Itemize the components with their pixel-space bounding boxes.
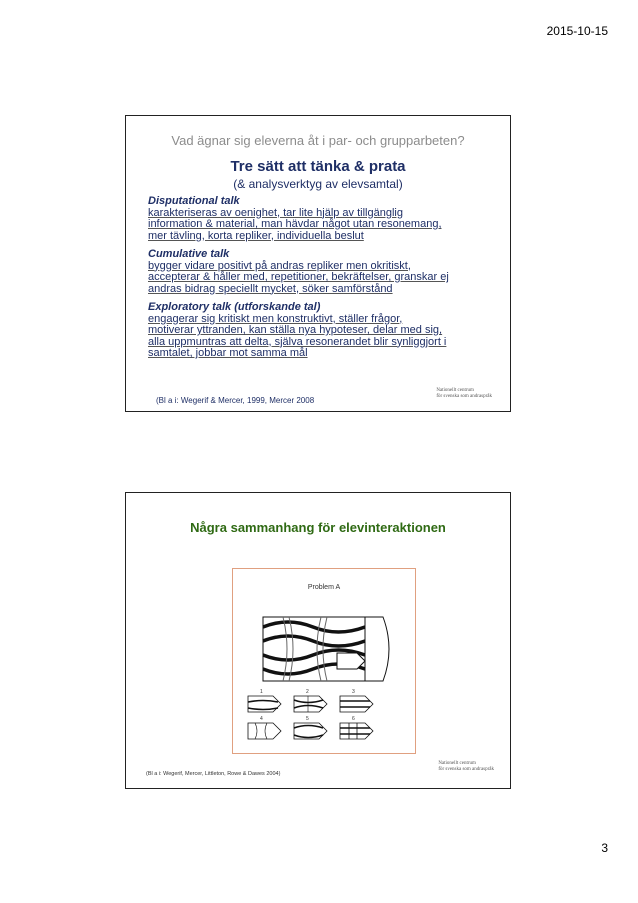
text-line: andras bidrag speciellt mycket, söker samförstånd: [148, 282, 393, 295]
footer-line: för svenska som andraspråk: [438, 767, 494, 772]
text-line: information & material, man hävdar något utan resonemang,: [148, 218, 442, 230]
footer-line: Nationellt centrum: [438, 761, 476, 766]
slide-reference: (Bl a i: Wegerif, Mercer, Littleton, Rowe & Dawes 2004): [146, 771, 281, 777]
section-heading-exploratory: Exploratory talk (utforskande tal): [148, 301, 321, 313]
option-number: 6: [352, 716, 355, 722]
problem-figure: [232, 568, 416, 754]
slide-footer-logo: [436, 388, 492, 400]
footer-line: för svenska som andraspråk: [436, 394, 492, 399]
text-line: alla uppmuntras att delta, själva resonerandet blir synliggjort i: [148, 335, 447, 348]
slide-three-ways-of-talk: [125, 115, 511, 412]
section-text-disputational: [148, 208, 493, 243]
answer-options: [248, 689, 373, 739]
slide-title: Några sammanhang för elevinteraktionen: [190, 520, 446, 535]
text-line: mer tävling, korta repliker, individuella beslut: [148, 229, 364, 242]
section-heading-disputational: Disputational talk: [148, 195, 240, 207]
option-number: 1: [260, 689, 263, 695]
text-line: motiverar yttranden, kan ställa nya hypoteser, delar med sig,: [148, 324, 443, 336]
footer-line: Nationellt centrum: [436, 388, 474, 393]
figure-title: Problem A: [307, 584, 341, 591]
section-text-cumulative: [148, 261, 493, 296]
page-number: 3: [601, 841, 608, 855]
slide-interaction-contexts: [125, 492, 511, 789]
slide-footer-logo: [438, 761, 494, 773]
slide-question: Vad ägnar sig eleverna åt i par- och grupparbeten?: [171, 133, 465, 148]
text-line: samtalet, jobbar mot samma mål: [148, 347, 308, 359]
section-text-exploratory: [148, 314, 493, 360]
option-number: 5: [306, 716, 309, 722]
slide-subtitle: (& analysverktyg av elevsamtal): [233, 177, 403, 191]
option-number: 3: [352, 689, 355, 695]
option-number: 2: [306, 689, 309, 695]
option-number: 4: [260, 716, 263, 722]
page-date: 2015-10-15: [546, 24, 608, 38]
section-heading-cumulative: Cumulative talk: [148, 248, 230, 260]
problem-a-illustration: [233, 569, 417, 755]
text-line: karakteriseras av oenighet, tar lite hjälp av tillgänglig: [148, 206, 403, 219]
talk-types-list: [148, 196, 493, 360]
text-line: accepterar & håller med, repetitioner, bekräftelser, granskar ej: [148, 271, 449, 283]
slide-reference: (Bl a i: Wegerif & Mercer, 1999, Mercer 2008: [156, 396, 315, 405]
slide-title: Tre sätt att tänka & prata: [230, 158, 406, 175]
text-line: engagerar sig kritiskt men konstruktivt, ställer frågor,: [148, 312, 403, 325]
text-line: bygger vidare positivt på andras repliker men okritiskt,: [148, 259, 411, 272]
